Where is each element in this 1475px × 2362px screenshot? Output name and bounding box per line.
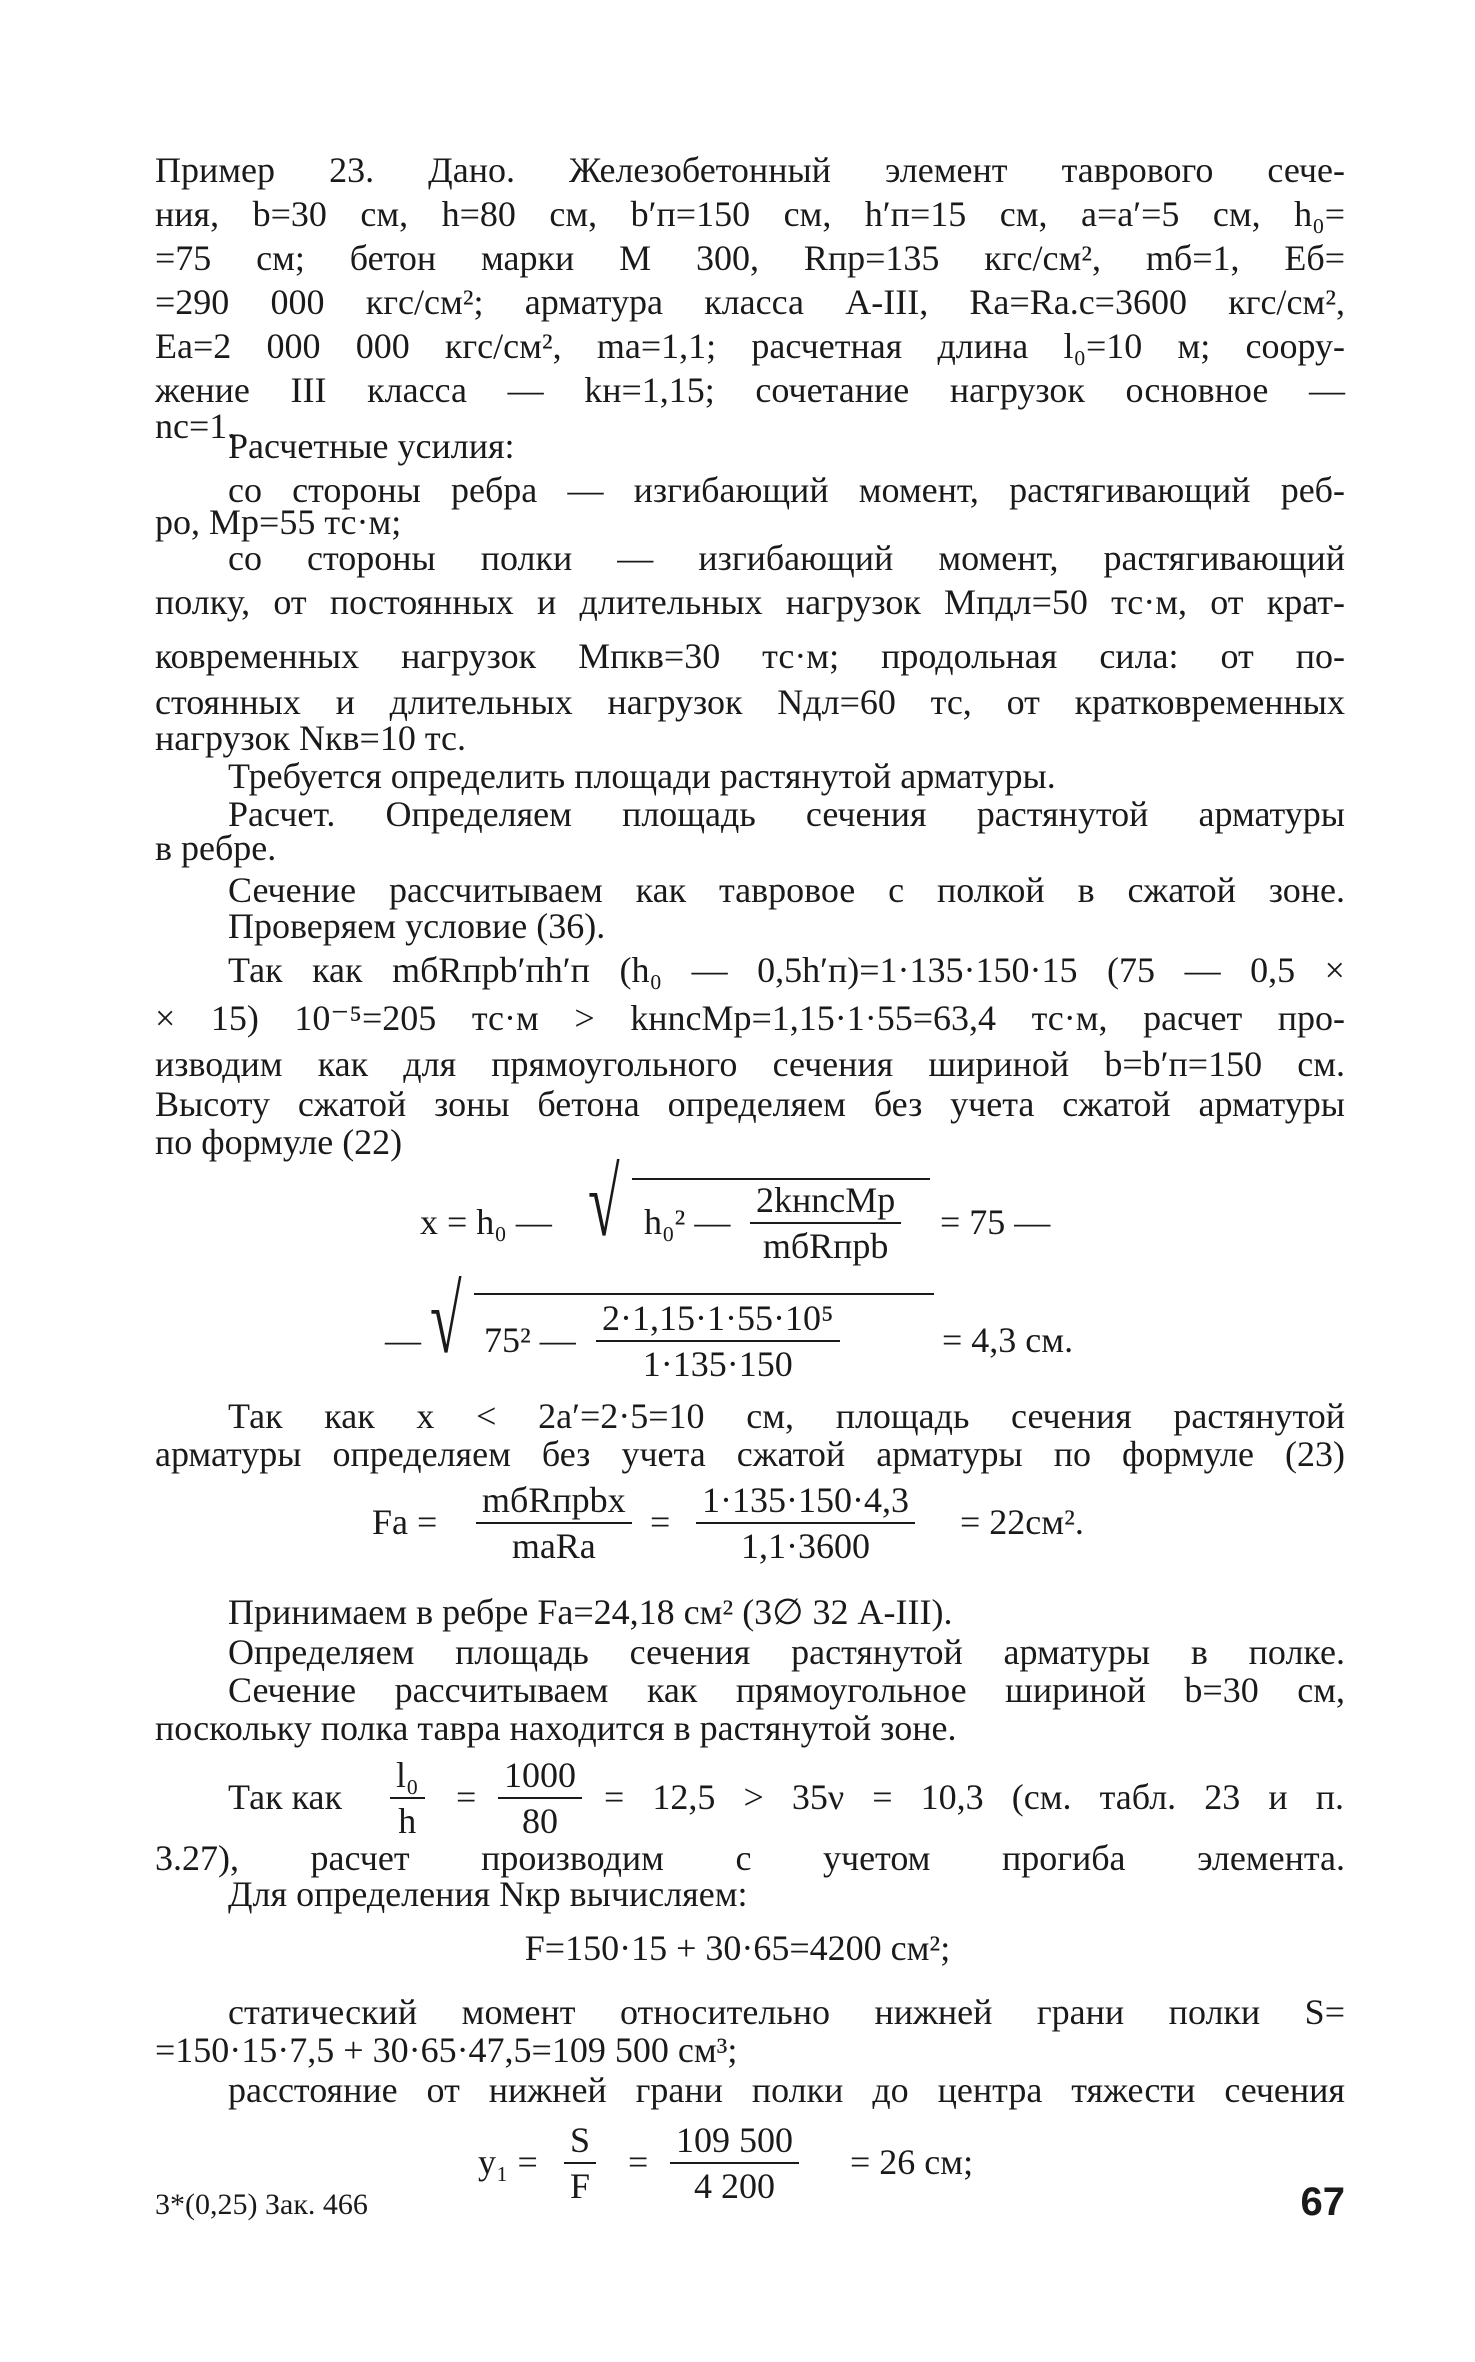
text-line: Так как x < 2a′=2·5=10 см, площадь сечения растянутой (228, 1396, 1345, 1436)
text-line: ковременных нагрузок Mпкв=30 тс·м; продольная сила: от по- (155, 636, 1345, 676)
radical-bar (474, 1293, 934, 1295)
fraction (384, 1753, 431, 1843)
fraction (690, 1478, 921, 1568)
radicand: 75² — (484, 1320, 576, 1360)
text-line: Для определения Nкр вычисляем: (228, 1874, 748, 1914)
text-line: со стороны полки — изгибающий момент, растягивающий (228, 538, 1345, 578)
fraction-numerator: 109 500 (670, 2118, 799, 2164)
text-line: Eа=2 000 000 кгс/см², mа=1,1; расчетная длина l₀=10 м; соору- (155, 326, 1345, 366)
text-line: =75 см; бетон марки М 300, Rпр=135 кгс/см², mб=1, Eб= (155, 238, 1345, 278)
radical-sign: √ (430, 1266, 462, 1373)
fraction-denominator: mаRа (511, 1526, 596, 1566)
fraction (558, 2118, 602, 2208)
text-line: полку, от постоянных и длительных нагрузок Mпдл=50 тс·м, от крат- (155, 582, 1345, 622)
print-signature: 3*(0,25) Зак. 466 (155, 2188, 368, 2221)
fraction-denominator: F (570, 2166, 591, 2206)
text-line: Высоту сжатой зоны бетона определяем без учета сжатой арматуры (155, 1084, 1345, 1124)
fraction-numerator: S (564, 2118, 596, 2164)
formula-rhs: = 22см². (960, 1502, 1084, 1542)
fraction-denominator: mбRпрb (762, 1226, 889, 1266)
text-line: 3.27), расчет производим с учетом прогиба элемента. (155, 1838, 1345, 1878)
text-line: Требуется определить площади растянутой арматуры. (228, 756, 1056, 796)
fraction (492, 1753, 588, 1843)
text-line: Сечение рассчитываем как тавровое с полкой в сжатой зоне. (228, 870, 1345, 910)
text-line: нагрузок Nкв=10 тс. (155, 718, 466, 758)
radical-sign: √ (588, 1149, 620, 1256)
formula-rhs: = 75 — (940, 1202, 1051, 1242)
formula-rhs: = 4,3 см. (942, 1320, 1074, 1360)
text-line: Проверяем условие (36). (228, 906, 606, 946)
text-line: Расчет. Определяем площадь сечения растянутой арматуры (228, 794, 1345, 834)
formula-lhs: — (385, 1320, 421, 1360)
fraction-denominator: h (398, 1801, 417, 1841)
fraction (470, 1478, 638, 1568)
text-line: Пример 23. Дано. Железобетонный элемент таврового сече- (155, 150, 1345, 190)
fraction-denominator: 1·135·150 (642, 1344, 793, 1384)
fraction-denominator: 80 (522, 1801, 558, 1841)
fraction-denominator: 4 200 (694, 2166, 775, 2206)
text-line: × 15) 10⁻⁵=205 тс·м > kнncMр=1,15·1·55=63,4 тс·м, расчет про- (155, 998, 1345, 1038)
fraction-numerator: 2·1,15·1·55·10⁵ (596, 1296, 840, 1342)
fraction-denominator: 1,1·3600 (740, 1526, 870, 1566)
formula-lhs: Fа = (372, 1502, 438, 1542)
text-line: ния, b=30 см, h=80 см, b′п=150 см, h′п=15 см, a=a′=5 см, h₀= (155, 194, 1345, 234)
text-line: арматуры определяем без учета сжатой арматуры по формуле (23) (155, 1434, 1345, 1474)
fraction (744, 1178, 907, 1268)
page-number: 67 (1300, 2180, 1345, 2224)
fraction-numerator: 1·135·150·4,3 (696, 1478, 915, 1524)
text-line: =150·15·7,5 + 30·65·47,5=109 500 см³; (155, 2030, 738, 2070)
text-line: статический момент относительно нижней грани полки S= (228, 1992, 1345, 2032)
fraction-numerator: l₀ (390, 1753, 425, 1799)
text-line: =290 000 кгс/см²; арматура класса А-III, Rа=Rа.с=3600 кгс/см², (155, 282, 1345, 322)
fraction (590, 1296, 846, 1386)
text-line: стоянных и длительных нагрузок Nдл=60 тс, от кратковременных (155, 682, 1345, 722)
fraction-numerator: 2kнncMр (750, 1178, 901, 1224)
formula-rhs: = 12,5 > 35ν = 10,3 (см. табл. 23 и п. (604, 1777, 1344, 1817)
text-line: Расчетные усилия: (228, 426, 515, 466)
text-line: поскольку полка тавра находится в растянутой зоне. (155, 1708, 957, 1748)
text-line: Так как mбRпрb′пh′п (h₀ — 0,5h′п)=1·135·150·15 (75 — 0,5 × (228, 950, 1345, 990)
equals-sign: = (628, 2142, 649, 2182)
text-line: жение III класса — kн=1,15; сочетание нагрузок основное — (155, 370, 1345, 410)
fraction-numerator: mбRпрbx (476, 1478, 632, 1524)
text-line: в ребре. (155, 828, 277, 868)
text-line: расстояние от нижней грани полки до центра тяжести сечения (228, 2070, 1345, 2110)
equals-sign: = (456, 1777, 477, 1817)
text-line: Определяем площадь сечения растянутой арматуры в полке. (228, 1632, 1345, 1672)
formula-lhs: Так как (228, 1777, 342, 1817)
text-line: изводим как для прямоугольного сечения шириной b=b′п=150 см. (155, 1044, 1345, 1084)
text-line: F=150·15 + 30·65=4200 см²; (524, 1928, 951, 1968)
text-line: ро, Mр=55 тс·м; (155, 502, 402, 542)
formula-lhs: y₁ = (478, 2142, 538, 2182)
fraction-numerator: 1000 (498, 1753, 582, 1799)
radicand: h₀² — (644, 1202, 731, 1242)
text-line: Принимаем в ребре Fа=24,18 см² (3∅ 32 А-III). (228, 1592, 953, 1632)
equals-sign: = (650, 1502, 671, 1542)
text-line: по формуле (22) (155, 1122, 403, 1162)
fraction (664, 2118, 805, 2208)
text-line: Сечение рассчитываем как прямоугольное шириной b=30 см, (228, 1670, 1345, 1710)
formula-rhs: = 26 см; (850, 2142, 974, 2182)
formula-lhs: x = h₀ — (420, 1202, 552, 1242)
text-line: со стороны ребра — изгибающий момент, растягивающий реб- (228, 470, 1345, 510)
text-line: nc=1. (155, 406, 237, 446)
